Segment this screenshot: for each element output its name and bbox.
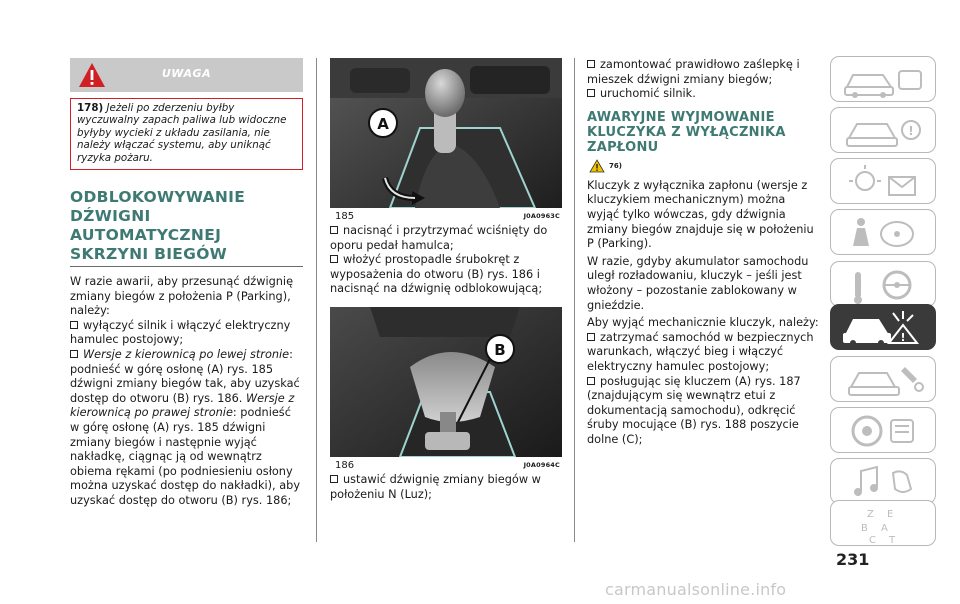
column-left <box>70 58 303 509</box>
list-item: Wersje z kierownicą po lewej stronie: podnieść w górę osłonę (A) rys. 185 dźwigni zmiany biegów tak, aby uzyskać dostęp do otworu (B) rys. 186. Wersje z kierownicą po prawej stronie: podnieść w górę osłonę (A) rys. 185 dźwigni zmiany biegów i następnie wyjąć nakładkę, ciągnąc ją od wewnątrz obiema rękami (po podniesieniu osłony można uzyskać dostęp do nakładki), aby uzyskać dostęp do otworu (B) rys. 186; <box>70 348 301 507</box>
paragraph: Aby wyjąć mechanicznie kluczyk, należy: <box>587 316 819 330</box>
car-info-icon <box>831 108 937 154</box>
list-item: posługując się kluczem (A) rys. 187 (znajdującym się wewnątrz etui z dokumentacją samochodu), odkręcić śruby mocujące (B) rys. 188 poszycie dolne (C); <box>587 374 801 446</box>
watermark: carmanualsonline.info <box>605 580 787 599</box>
svg-text:A: A <box>881 523 888 534</box>
list-item: zatrzymać samochód w bezpiecznych warunkach, włączyć bieg i włączyć elektryczny hamulec postojowy; <box>587 330 814 373</box>
column-middle <box>330 58 562 502</box>
caution-triangle-icon <box>589 159 605 173</box>
paragraph: Kluczyk z wyłącznika zapłonu (wersje z kluczykiem mechanicznym) można wyjąć tylko wówczas, gdy dźwignia zmiany biegów znajduje się w położeniu P (Parking). <box>587 178 814 251</box>
checkbox-bullet-icon <box>70 321 78 329</box>
warning-reference: 76) <box>587 159 819 175</box>
steering-wheel-icon <box>831 262 937 308</box>
svg-text:B: B <box>861 523 868 534</box>
car-breakdown-icon <box>831 305 937 351</box>
tab-technical-data[interactable] <box>830 407 936 453</box>
checkbox-bullet-icon <box>330 475 338 483</box>
figure-185-photo <box>330 58 562 208</box>
page-number: 231 <box>836 550 870 569</box>
column-divider <box>316 58 317 542</box>
warning-title: UWAGA <box>161 67 212 80</box>
paragraph: W razie, gdyby akumulator samochodu uległ rozładowaniu, kluczyk – jeśli jest włożony – pozostanie zablokowany w gnieździe. <box>587 254 809 312</box>
music-phone-icon <box>831 459 937 505</box>
warning-text: Jeżeli po zderzeniu byłby wyczuwalny zapach paliwa lub widoczne byłyby wycieki z układu zasilania, nie należy włączać systemu, aby uniknąć ryzyka pożaru. <box>77 102 287 164</box>
tab-starting-driving[interactable] <box>830 261 936 307</box>
tab-controls[interactable] <box>830 107 936 153</box>
alphabet-index-icon <box>831 501 937 547</box>
column-divider <box>574 58 575 542</box>
checkbox-bullet-icon <box>587 333 595 341</box>
figure-185-caption: 185 J0A0963C <box>335 211 560 222</box>
light-message-icon <box>831 159 937 205</box>
warning-header <box>70 58 303 92</box>
seatbelt-airbag-icon <box>831 210 937 256</box>
tab-warning-lights[interactable] <box>830 158 936 204</box>
checkbox-bullet-icon <box>587 89 595 97</box>
column-right <box>587 58 819 447</box>
warning-body <box>70 98 303 170</box>
tab-multimedia[interactable] <box>830 458 936 504</box>
tab-emergency[interactable] <box>830 304 936 350</box>
list-item: zamontować prawidłowo zaślepkę i mieszek dźwigni zmiany biegów; <box>587 58 800 86</box>
list-item: uruchomić silnik. <box>587 87 819 102</box>
list-item: nacisnąć i przytrzymać wciśnięty do oporu pedał hamulca; <box>330 224 548 252</box>
tab-vehicle-overview[interactable] <box>830 56 936 102</box>
checkbox-bullet-icon <box>587 377 595 385</box>
checkbox-bullet-icon <box>587 60 595 68</box>
warning-number: 178) <box>77 102 104 114</box>
car-service-icon <box>831 357 937 403</box>
figure-185-label: A <box>377 115 389 133</box>
section-heading-key-removal: AWARYJNE WYJMOWANIE KLUCZYKA Z WYŁĄCZNIKA ZAPŁONU <box>587 109 786 155</box>
list-item: wyłączyć silnik i włączyć elektryczny hamulec postojowy; <box>70 318 291 347</box>
checkbox-bullet-icon <box>70 350 78 358</box>
svg-text:C: C <box>869 535 876 546</box>
section-heading-gear-release: ODBLOKOWYWANIE DŹWIGNI AUTOMATYCZNEJ SKRZYNI BIEGÓW <box>70 188 303 267</box>
svg-text:E: E <box>887 509 894 520</box>
list-item: ustawić dźwignię zmiany biegów w położeniu N (Luz); <box>330 472 541 501</box>
svg-text:T: T <box>889 535 896 546</box>
tab-safety[interactable] <box>830 209 936 255</box>
figure-186-caption: 186 J0A0964C <box>335 459 560 471</box>
svg-text:!: ! <box>900 331 906 344</box>
tab-maintenance[interactable] <box>830 356 936 402</box>
wheel-wrench-icon <box>831 408 937 454</box>
svg-text:Z: Z <box>867 509 874 520</box>
checkbox-bullet-icon <box>330 255 338 263</box>
checkbox-bullet-icon <box>330 226 338 234</box>
svg-text:!: ! <box>908 124 914 138</box>
tab-index[interactable] <box>830 500 936 546</box>
figure-186-photo <box>330 307 562 457</box>
car-dashboard-icon <box>831 57 937 103</box>
figure-186-label: B <box>494 340 506 359</box>
section-intro: W razie awarii, aby przesunąć dźwignię zmiany biegów z położenia P (Parking), należy: <box>70 275 294 318</box>
list-item: włożyć prostopadle śrubokręt z wyposażenia do otworu (B) rys. 186 i nacisnąć na dźwignię odblokowującą; <box>330 253 543 296</box>
